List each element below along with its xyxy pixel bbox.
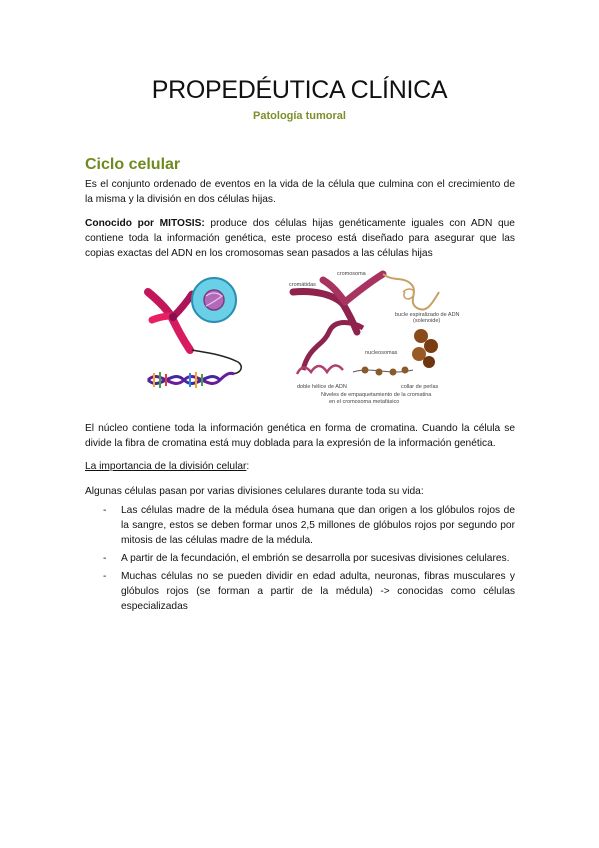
label-cromatidas: cromátidas [289,282,316,288]
label-solenoide: (solenoide) [413,318,441,324]
bullet-marker: - [103,553,107,564]
bullet-marker: - [103,571,107,582]
dna-helix-icon [148,372,234,388]
label-cromosoma: cromosoma [337,271,366,277]
chromosome-icon [148,292,192,350]
paragraph-nucleus: El núcleo contiene toda la información genética en forma de cromatina. Cuando la célula se divide la fibra de cromatina está muy doblada para la expresión de la información genética. [85,423,515,449]
cell-icon [192,278,236,322]
list-item-text: Muchas células no se pueden dividir en edad adulta, neuronas, fibras musculares y glóbulos rojos (se forman a partir de la médula) -> conocidas como células especializadas [121,571,515,612]
list-item [85,503,515,548]
paragraph-mitosis [85,216,515,261]
importance-label: La importancia de la división celular [85,461,247,472]
document-subtitle: Patología tumoral [253,110,346,122]
label-nucleosomas: nucleosomas [365,350,398,356]
solenoid-loop-icon [383,274,439,310]
mitosis-lead: Conocido por MITOSIS: [85,218,205,229]
document-title: PROPEDÉUTICA CLÍNICA [151,76,448,104]
caption-line-2: en el cromosoma metafásico [329,399,400,405]
mitosis-text: produce dos células hijas genéticamente iguales con ADN que contiene toda la información genética, este proceso está diseñado para asegurar que las copias exactas del ADN en los cromosomas sean pasados a las células hijas [85,218,515,259]
section-heading: Ciclo celular [85,156,181,173]
paragraph-divisions: Algunas células pasan por varias divisiones celulares durante toda su vida: [85,486,424,497]
list-item [85,551,515,566]
list-item-text: A partir de la fecundación, el embrión se desarrolla por sucesivas divisiones celulares. [121,553,510,564]
bullet-list [85,503,515,617]
paragraph-definition: Es el conjunto ordenado de eventos en la vida de la célula que culmina con el crecimiento de la misma y la división en dos células hijas. [85,179,515,205]
label-bucle: bucle espiralizado de ADN [395,312,460,318]
label-collar: collar de perlas [401,384,439,390]
list-item [85,569,515,614]
subheading-importance [85,459,515,474]
nucleosome-icon [412,329,438,368]
importance-colon: : [246,461,250,472]
chromatin-levels-illustration [283,262,463,412]
chromosome-illustration [130,270,260,400]
list-item-text: Las células madre de la médula ósea humana que dan origen a los glóbulos rojos de la sangre, estos se deben formar unos 2,5 millones de glóbulos rojos por segundo por mitosis de las células madre de la médula. [121,505,515,546]
bullet-marker: - [103,505,107,516]
caption-line-1: Niveles de empaquetamiento de la cromatina [321,392,432,398]
label-doble-helice: doble hélice de ADN [297,384,347,390]
beads-on-string-icon [353,367,413,376]
dna-strand-icon [192,350,241,374]
